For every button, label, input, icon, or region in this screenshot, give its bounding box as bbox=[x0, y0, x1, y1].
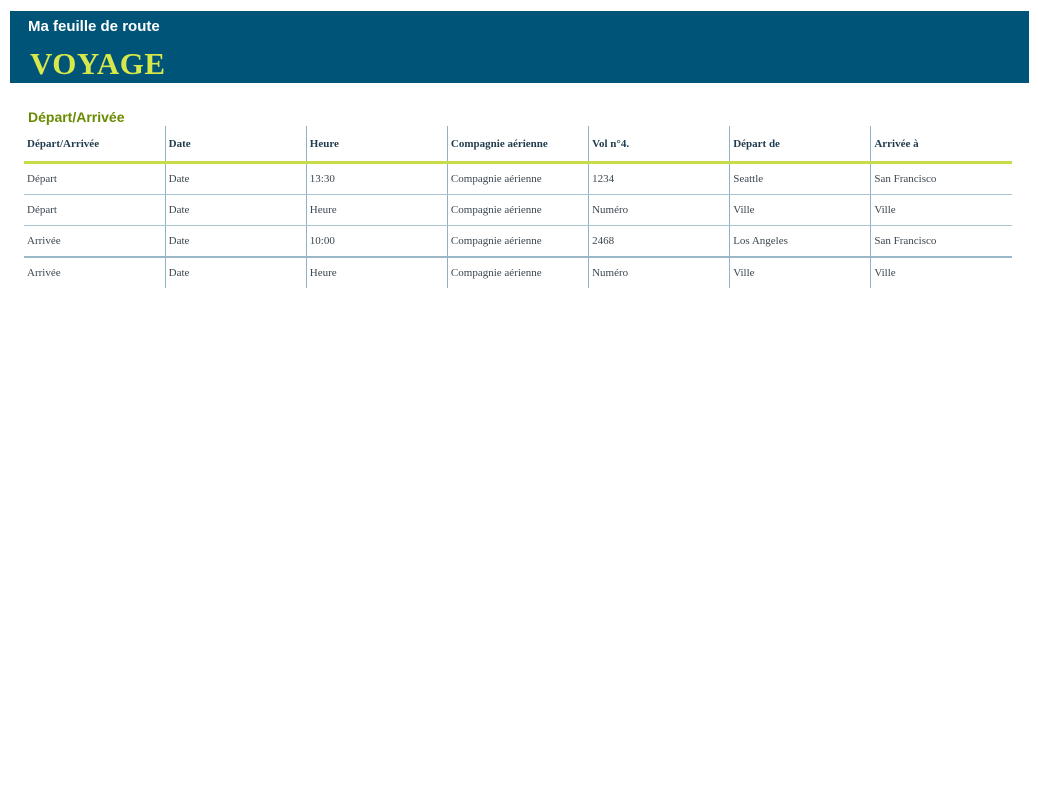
column-header: Départ de bbox=[730, 126, 871, 163]
column-header: Date bbox=[165, 126, 306, 163]
table-cell: Date bbox=[165, 257, 306, 288]
table-cell: Heure bbox=[306, 195, 447, 226]
column-header: Départ/Arrivée bbox=[24, 126, 165, 163]
table-cell: Départ bbox=[24, 163, 165, 195]
table-cell: 2468 bbox=[589, 226, 730, 258]
table-cell: Heure bbox=[306, 257, 447, 288]
table-cell: San Francisco bbox=[871, 163, 1012, 195]
table-row bbox=[24, 163, 1012, 195]
table-cell: Date bbox=[165, 163, 306, 195]
table-row bbox=[24, 195, 1012, 226]
column-header: Heure bbox=[306, 126, 447, 163]
table-cell: Ville bbox=[730, 257, 871, 288]
table-header-row bbox=[24, 126, 1012, 163]
table-cell: Numéro bbox=[589, 257, 730, 288]
table-cell: 1234 bbox=[589, 163, 730, 195]
table-cell: Arrivée bbox=[24, 226, 165, 258]
table-cell: Los Angeles bbox=[730, 226, 871, 258]
table-cell: Ville bbox=[871, 257, 1012, 288]
table-row bbox=[24, 257, 1012, 288]
table-cell: Compagnie aérienne bbox=[447, 163, 588, 195]
table-cell: Ville bbox=[871, 195, 1012, 226]
table-cell: San Francisco bbox=[871, 226, 1012, 258]
table-cell: Seattle bbox=[730, 163, 871, 195]
table-cell: 10:00 bbox=[306, 226, 447, 258]
column-header: Arrivée à bbox=[871, 126, 1012, 163]
table-cell: 13:30 bbox=[306, 163, 447, 195]
table-row bbox=[24, 226, 1012, 258]
document-subtitle: Ma feuille de route bbox=[28, 18, 160, 35]
document-title: VOYAGE bbox=[30, 46, 166, 81]
table-cell: Date bbox=[165, 226, 306, 258]
section-heading: Départ/Arrivée bbox=[28, 109, 125, 125]
table-cell: Compagnie aérienne bbox=[447, 195, 588, 226]
table-cell: Compagnie aérienne bbox=[447, 226, 588, 258]
itinerary-table bbox=[24, 126, 1012, 288]
column-header: Compagnie aérienne bbox=[447, 126, 588, 163]
table-cell: Ville bbox=[730, 195, 871, 226]
table-cell: Départ bbox=[24, 195, 165, 226]
table-cell: Compagnie aérienne bbox=[447, 257, 588, 288]
table-cell: Date bbox=[165, 195, 306, 226]
header-banner bbox=[10, 11, 1029, 83]
table-cell: Numéro bbox=[589, 195, 730, 226]
table-cell: Arrivée bbox=[27, 267, 61, 279]
column-header: Vol n°4. bbox=[589, 126, 730, 163]
